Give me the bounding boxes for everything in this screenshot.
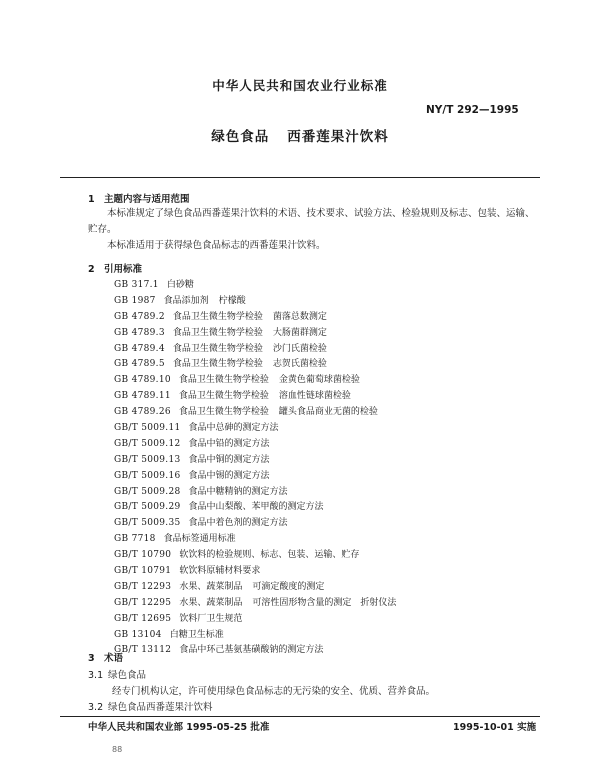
- reference-item: [114, 516, 396, 532]
- reference-item: [114, 421, 396, 437]
- subsection-3-2-title: 绿色食品西番莲果汁饮料: [108, 702, 213, 713]
- reference-title: 食品卫生微生物学检验: [178, 375, 269, 386]
- implementation-date: 1995-10-01 实施: [453, 722, 537, 733]
- reference-code: GB/T 5009.16: [114, 470, 181, 481]
- reference-subtitle: 大肠菌群测定: [272, 327, 327, 338]
- reference-title: 食品中铜的测定方法: [188, 454, 270, 465]
- section-3-title: 术语: [104, 653, 124, 664]
- reference-item: [114, 357, 396, 373]
- reference-title: 水果、蔬菜制品: [179, 581, 243, 592]
- section-3-heading: [88, 650, 123, 664]
- document-title: [0, 125, 600, 145]
- reference-code: GB/T 5009.12: [114, 438, 181, 449]
- reference-title: 白砂糖: [166, 280, 194, 290]
- reference-item: [114, 612, 396, 628]
- section-3-number: 3: [88, 653, 95, 664]
- reference-subtitle: 柠檬酸: [218, 295, 246, 306]
- reference-item: [114, 485, 396, 501]
- reference-code: GB/T 13112: [114, 645, 172, 656]
- reference-item: [114, 342, 396, 358]
- reference-code: GB 4789.2: [114, 311, 165, 322]
- reference-subtitle: 可滴定酸度的测定: [252, 581, 325, 592]
- reference-item: [114, 532, 396, 548]
- subsection-3-2-heading: [88, 700, 213, 716]
- subsection-3-1-number: 3.1: [88, 670, 104, 681]
- standard-code: NY/T 292—1995: [426, 104, 519, 116]
- reference-item: [114, 628, 396, 644]
- section-2-number: 2: [88, 264, 95, 275]
- reference-subtitle: 志贺氏菌检验: [272, 359, 327, 370]
- reference-item: [114, 405, 396, 421]
- reference-subtitle: 沙门氏菌检验: [272, 343, 327, 354]
- reference-item: [114, 453, 396, 469]
- reference-code: GB 7718: [114, 534, 156, 545]
- reference-item: [114, 326, 396, 342]
- subsection-3-1-text: 经专门机构认定，许可使用绿色食品标志的无污染的安全、优质、营养食品。: [112, 686, 436, 697]
- reference-code: GB/T 10790: [114, 550, 172, 561]
- reference-title: 白糖卫生标准: [169, 629, 224, 640]
- section-1-paragraph-2: 本标准适用于获得绿色食品标志的西番莲果汁饮料。: [107, 240, 326, 251]
- reference-title: 食品卫生微生物学检验: [172, 359, 263, 370]
- reference-item: [114, 548, 396, 564]
- subsection-3-1-title: 绿色食品: [108, 670, 147, 681]
- footer-rule: [60, 716, 540, 717]
- reference-code: GB 1987: [114, 295, 156, 306]
- reference-title: 食品中总砷的测定方法: [188, 423, 279, 434]
- header-rule: [60, 177, 540, 178]
- reference-subtitle: 罐头食品商业无菌的检验: [278, 407, 378, 418]
- section-1-title: 主题内容与适用范围: [104, 194, 190, 205]
- section-2-title: 引用标准: [104, 264, 143, 275]
- reference-title: 食品中环己基氨基磺酸钠的测定方法: [179, 645, 324, 656]
- section-1-number: 1: [88, 194, 95, 205]
- reference-title: 饮料厂卫生规范: [179, 613, 243, 624]
- reference-title: 水果、蔬菜制品: [179, 597, 243, 608]
- reference-item: [114, 278, 396, 294]
- reference-code: GB/T 5009.35: [114, 518, 181, 529]
- reference-title: 食品卫生微生物学检验: [172, 343, 263, 354]
- reference-title: 食品标签通用标准: [163, 534, 236, 545]
- reference-title: 软饮料原辅材料要求: [179, 566, 261, 577]
- reference-title: 食品卫生微生物学检验: [178, 391, 269, 402]
- reference-title: 食品添加剂: [163, 295, 209, 306]
- title-part-1: 绿色食品: [211, 129, 270, 145]
- reference-item: [114, 643, 396, 659]
- reference-code: GB/T 5009.11: [114, 423, 181, 434]
- reference-title: 食品卫生微生物学检验: [172, 311, 263, 322]
- reference-code: GB 4789.11: [114, 391, 171, 402]
- reference-item: [114, 596, 396, 612]
- reference-item: [114, 469, 396, 485]
- reference-item: [114, 564, 396, 580]
- reference-code: GB 4789.3: [114, 327, 165, 338]
- reference-code: GB 13104: [114, 629, 162, 640]
- page-number: 88: [112, 745, 123, 754]
- reference-code: GB 317.1: [114, 280, 159, 290]
- reference-item: [114, 389, 396, 405]
- reference-title: 食品中铅的测定方法: [188, 438, 270, 449]
- reference-title: 食品中糖精钠的测定方法: [188, 486, 288, 497]
- reference-code: GB 4789.10: [114, 375, 171, 386]
- section-2-heading: [88, 261, 142, 275]
- reference-title: 食品中山梨酸、苯甲酸的测定方法: [188, 502, 324, 513]
- reference-item: [114, 373, 396, 389]
- reference-code: GB/T 5009.28: [114, 486, 181, 497]
- approval-statement: 中华人民共和国农业部 1995-05-25 批准: [88, 722, 270, 733]
- section-1-heading: [88, 191, 190, 205]
- reference-code: GB/T 12293: [114, 581, 172, 592]
- reference-item: [114, 294, 396, 310]
- reference-title: 食品卫生微生物学检验: [178, 407, 269, 418]
- reference-title: 食品卫生微生物学检验: [172, 327, 263, 338]
- subsection-3-1-heading: [88, 668, 146, 684]
- reference-subtitle: 金黄色葡萄球菌检验: [278, 375, 360, 386]
- reference-code: GB 4789.26: [114, 407, 171, 418]
- reference-subtitle: 菌落总数测定: [272, 311, 327, 322]
- reference-item: [114, 437, 396, 453]
- reference-code: GB/T 5009.29: [114, 502, 181, 513]
- reference-code: GB/T 5009.13: [114, 454, 181, 465]
- reference-title: 食品中着色剂的测定方法: [188, 518, 288, 529]
- section-1-paragraph-1: 本标准规定了绿色食品西番莲果汁饮料的术语、技术要求、试验方法、检验规则及标志、包装、运输、贮存。: [88, 208, 535, 235]
- reference-item: [114, 500, 396, 516]
- reference-code: GB/T 12295: [114, 597, 172, 608]
- reference-title: 食品中锡的测定方法: [188, 470, 270, 481]
- reference-code: GB 4789.5: [114, 359, 165, 370]
- subsection-3-2-number: 3.2: [88, 702, 104, 713]
- reference-title: 软饮料的检验规则、标志、包装、运输、贮存: [179, 550, 360, 561]
- issuing-body: 中华人民共和国农业行业标准: [212, 78, 388, 93]
- reference-item: [114, 310, 396, 326]
- reference-code: GB/T 12695: [114, 613, 172, 624]
- reference-code: GB/T 10791: [114, 566, 172, 577]
- reference-subtitle: 溶血性链球菌检验: [278, 391, 351, 402]
- reference-item: [114, 580, 396, 596]
- reference-list: [114, 278, 396, 659]
- title-part-2: 西番莲果汁饮料: [287, 129, 389, 145]
- reference-code: GB 4789.4: [114, 343, 165, 354]
- reference-subtitle: 可溶性固形物含量的测定 折射仪法: [252, 597, 397, 608]
